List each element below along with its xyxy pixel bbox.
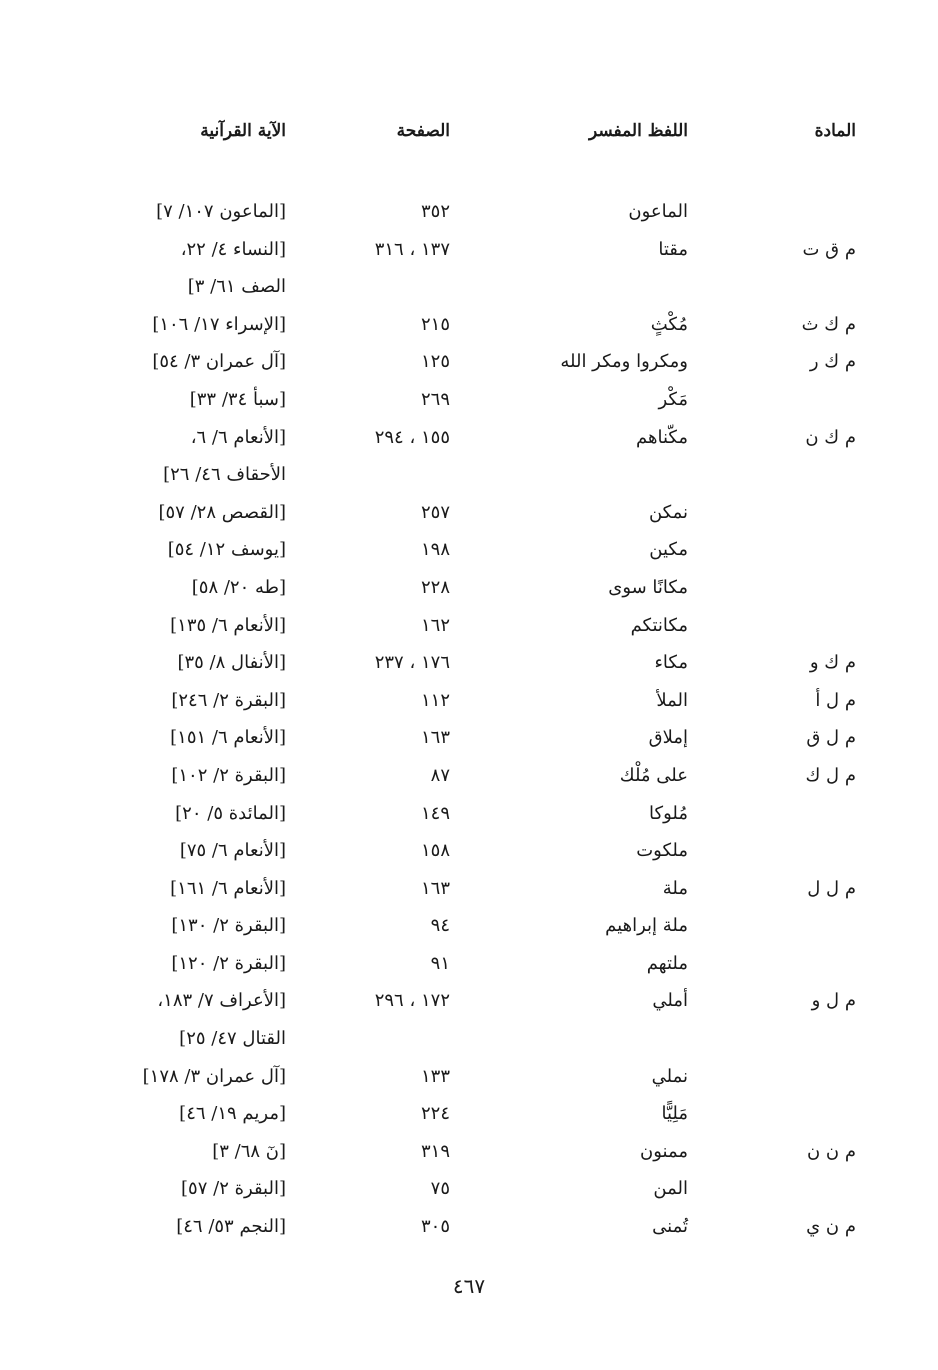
- root-cell: م ل ك: [805, 764, 856, 786]
- table-row: [0, 1095, 938, 1133]
- verse-cell: [سبأ ٣٤/ ٣٣]: [189, 388, 286, 410]
- root-cell: م ق ت: [802, 238, 856, 260]
- verse-cell: [نٓ ٦٨/ ٣]: [212, 1140, 286, 1162]
- index-table-body: [0, 193, 938, 1246]
- page-cell: ١٣٣: [420, 1065, 450, 1087]
- page-cell: ٩٤: [430, 915, 450, 937]
- word-cell: إملاق: [648, 727, 688, 749]
- verse-cell: الصف ٦١/ ٣]: [187, 276, 286, 298]
- word-cell: تُمنى: [652, 1216, 688, 1238]
- verse-cell: [الأنعام ٦/ ١٥١]: [170, 727, 286, 749]
- header-verse: الآية القرآنية: [200, 121, 286, 141]
- word-cell: مقتا: [658, 238, 688, 260]
- word-cell: المن: [653, 1178, 688, 1200]
- word-cell: ملتهم: [646, 952, 688, 974]
- word-cell: ملة إبراهيم: [605, 915, 688, 937]
- word-cell: الملأ: [656, 689, 688, 711]
- root-cell: م ن ن: [806, 1140, 856, 1162]
- page-cell: ١٦٣: [420, 727, 450, 749]
- word-cell: مَلِيًّا: [661, 1103, 688, 1125]
- page-cell: ٢٢٤: [420, 1103, 450, 1125]
- page-cell: ٢١٥: [420, 313, 450, 335]
- verse-cell: [البقرة ٢/ ٢٤٦]: [171, 689, 286, 711]
- verse-cell: [الأنفال ٨/ ٣٥]: [177, 652, 286, 674]
- page-cell: ٨٧: [430, 764, 450, 786]
- verse-cell: [المائدة ٥/ ٢٠]: [175, 802, 286, 824]
- word-cell: مكانًا سوى: [608, 576, 688, 598]
- word-cell: مكّناهم: [636, 426, 688, 448]
- verse-cell: [الماعون ١٠٧/ ٧]: [156, 201, 286, 222]
- table-row: [0, 757, 938, 795]
- word-cell: مكين: [649, 539, 688, 561]
- table-row: [0, 231, 938, 269]
- table-row: [0, 419, 938, 457]
- table-row: [0, 268, 938, 306]
- verse-cell: [الأنعام ٦/ ٧٥]: [179, 840, 286, 862]
- verse-cell: [طه ٢٠/ ٥٨]: [191, 576, 286, 598]
- page-cell: ١١٢: [420, 689, 450, 711]
- word-cell: مَكْر: [658, 388, 688, 410]
- page-cell: ١٧٢ ، ٢٩٦: [374, 990, 450, 1012]
- page-number: ٤٦٧: [452, 1274, 486, 1298]
- table-row: [0, 306, 938, 344]
- table-row: [0, 381, 938, 419]
- table-row: [0, 907, 938, 945]
- verse-cell: [الأعراف ٧/ ١٨٣،: [157, 990, 286, 1012]
- page-cell: ٢٥٧: [420, 501, 450, 523]
- verse-cell: [البقرة ٢/ ١٢٠]: [171, 952, 286, 974]
- page-cell: ١٢٥: [420, 351, 450, 373]
- page-cell: ١٩٨: [420, 539, 450, 561]
- page-cell: ١٥٥ ، ٢٩٤: [374, 426, 450, 448]
- table-row: [0, 682, 938, 720]
- table-row: [0, 343, 938, 381]
- table-row: [0, 531, 938, 569]
- table-row: [0, 193, 938, 231]
- page-cell: ١٤٩: [420, 802, 450, 824]
- verse-cell: القتال ٤٧/ ٢٥]: [179, 1028, 286, 1050]
- verse-cell: [آل عمران ٣/ ٥٤]: [152, 351, 286, 373]
- table-row: [0, 832, 938, 870]
- root-cell: م ك ن: [805, 426, 856, 448]
- verse-cell: [النجم ٥٣/ ٤٦]: [176, 1216, 286, 1238]
- table-row: [0, 945, 938, 983]
- root-cell: م ن ي: [806, 1216, 856, 1238]
- table-row: [0, 795, 938, 833]
- verse-cell: [مريم ١٩/ ٤٦]: [179, 1103, 286, 1125]
- page-cell: ١٦٣: [420, 877, 450, 899]
- table-row: [0, 1208, 938, 1246]
- page-cell: ٣٥٢: [420, 201, 450, 222]
- header-root: المادة: [814, 121, 856, 141]
- table-row: [0, 494, 938, 532]
- verse-cell: [البقرة ٢/ ١٣٠]: [171, 915, 286, 937]
- word-cell: أملي: [652, 990, 688, 1012]
- table-row: [0, 456, 938, 494]
- page-cell: ٢٢٨: [420, 576, 450, 598]
- root-cell: م ل ل: [807, 877, 856, 899]
- page-cell: ٣٠٥: [420, 1216, 450, 1238]
- table-row: [0, 1058, 938, 1096]
- word-cell: ممنون: [640, 1140, 688, 1162]
- table-header: [0, 114, 938, 148]
- header-page: الصفحة: [396, 121, 450, 141]
- word-cell: مُكْثٍ: [650, 313, 688, 335]
- page-cell: ٢٦٩: [420, 388, 450, 410]
- word-cell: مكاء: [654, 652, 688, 674]
- verse-cell: [الإسراء ١٧/ ١٠٦]: [152, 313, 286, 335]
- word-cell: نملي: [651, 1065, 688, 1087]
- word-cell: ملكوت: [636, 840, 688, 862]
- table-row: [0, 982, 938, 1020]
- word-cell: مُلوكا: [649, 802, 688, 824]
- word-cell: على مُلْك: [619, 764, 688, 786]
- root-cell: م ل و: [811, 990, 856, 1012]
- table-row: [0, 870, 938, 908]
- verse-cell: [القصص ٢٨/ ٥٧]: [158, 501, 286, 523]
- word-cell: نمكن: [648, 501, 688, 523]
- root-cell: م ل أ: [815, 689, 856, 711]
- root-cell: م ك ث: [801, 313, 856, 335]
- verse-cell: [البقرة ٢/ ١٠٢]: [171, 764, 286, 786]
- verse-cell: [البقرة ٢/ ٥٧]: [181, 1178, 286, 1200]
- verse-cell: الأحقاف ٤٦/ ٢٦]: [163, 464, 286, 486]
- table-row: [0, 1020, 938, 1058]
- verse-cell: [النساء ٤/ ٢٢،: [180, 238, 286, 260]
- table-row: [0, 719, 938, 757]
- word-cell: ومكروا ومكر الله: [560, 351, 688, 373]
- root-cell: م ك و: [809, 652, 856, 674]
- header-word: اللفظ المفسر: [588, 121, 688, 141]
- verse-cell: [الأنعام ٦/ ٦،: [190, 426, 286, 448]
- table-row: [0, 644, 938, 682]
- word-cell: الماعون: [628, 201, 688, 222]
- word-cell: مكانتكم: [630, 614, 688, 636]
- verse-cell: [يوسف ١٢/ ٥٤]: [167, 539, 286, 561]
- table-row: [0, 607, 938, 645]
- page-cell: ٩١: [430, 952, 450, 974]
- page-cell: ٧٥: [430, 1178, 450, 1200]
- verse-cell: [آل عمران ٣/ ١٧٨]: [142, 1065, 286, 1087]
- table-row: [0, 1133, 938, 1171]
- table-row: [0, 1170, 938, 1208]
- page-cell: ٣١٩: [420, 1140, 450, 1162]
- root-cell: م ل ق: [806, 727, 856, 749]
- page-cell: ١٥٨: [420, 840, 450, 862]
- verse-cell: [الأنعام ٦/ ١٦١]: [170, 877, 286, 899]
- page-cell: ١٣٧ ، ٣١٦: [374, 238, 450, 260]
- table-row: [0, 569, 938, 607]
- page-cell: ١٦٢: [420, 614, 450, 636]
- word-cell: ملة: [662, 877, 688, 899]
- page-cell: ١٧٦ ، ٢٣٧: [374, 652, 450, 674]
- root-cell: م ك ر: [809, 351, 856, 373]
- verse-cell: [الأنعام ٦/ ١٣٥]: [170, 614, 286, 636]
